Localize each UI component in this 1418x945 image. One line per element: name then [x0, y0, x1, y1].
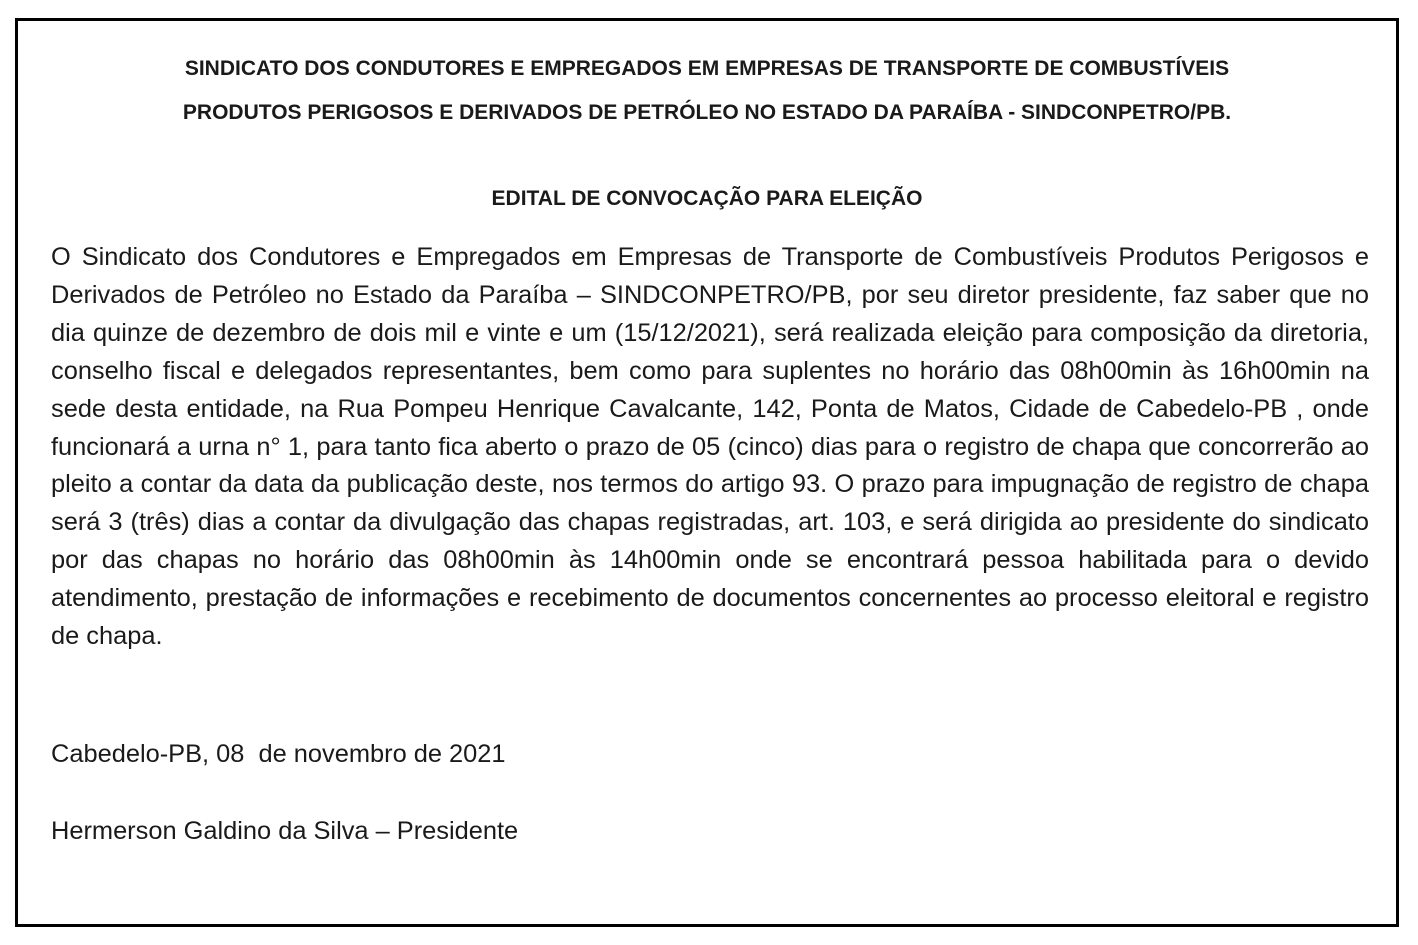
union-header — [18, 47, 1396, 135]
union-header-line-2: PRODUTOS PERIGOSOS E DERIVADOS DE PETRÓLEO NO ESTADO DA PARAÍBA - SINDCONPETRO/PB. — [182, 101, 1232, 124]
notice-frame — [15, 18, 1399, 927]
signature-line: Hermerson Galdino da Silva – Presidente — [51, 817, 519, 845]
convocation-body: O Sindicato dos Condutores e Empregados em Empresas de Transporte de Combustíveis Produtos Perigosos e Derivados de Petróleo no Estado da Paraíba – SINDCONPETRO/PB, por seu diretor presidente, faz saber que no dia quinze de dezembro de dois mil e vinte e um (15/12/2021), será realizada eleição para composição da diretoria, conselho fiscal e delegados representantes, bem como para suplentes no horário das 08h00min às 16h00min na sede desta entidade, na Rua Pompeu Henrique Cavalcante, 142, Ponta de Matos, Cidade de Cabedelo-PB , onde funcionará a urna n° 1, para tanto fica aberto o prazo de 05 (cinco) dias para o registro de chapa que concorrerão ao pleito a contar da data da publicação deste, nos termos do artigo 93. O prazo para impugnação de registro de chapa será 3 (três) dias a contar da divulgação das chapas registradas, art. 103, e será dirigida ao presidente do sindicato por das chapas no horário das 08h00min às 14h00min onde se encontrará pessoa habilitada para o devido atendimento, prestação de informações e recebimento de documentos concernentes ao processo eleitoral e registro de chapa. — [51, 243, 1369, 651]
place-and-date: Cabedelo-PB, 08 de novembro de 2021 — [51, 740, 506, 768]
union-header-line-1: SINDICATO DOS CONDUTORES E EMPREGADOS EM EMPRESAS DE TRANSPORTE DE COMBUSTÍVEIS — [184, 57, 1230, 80]
edital-title: EDITAL DE CONVOCAÇÃO PARA ELEIÇÃO — [491, 187, 923, 210]
